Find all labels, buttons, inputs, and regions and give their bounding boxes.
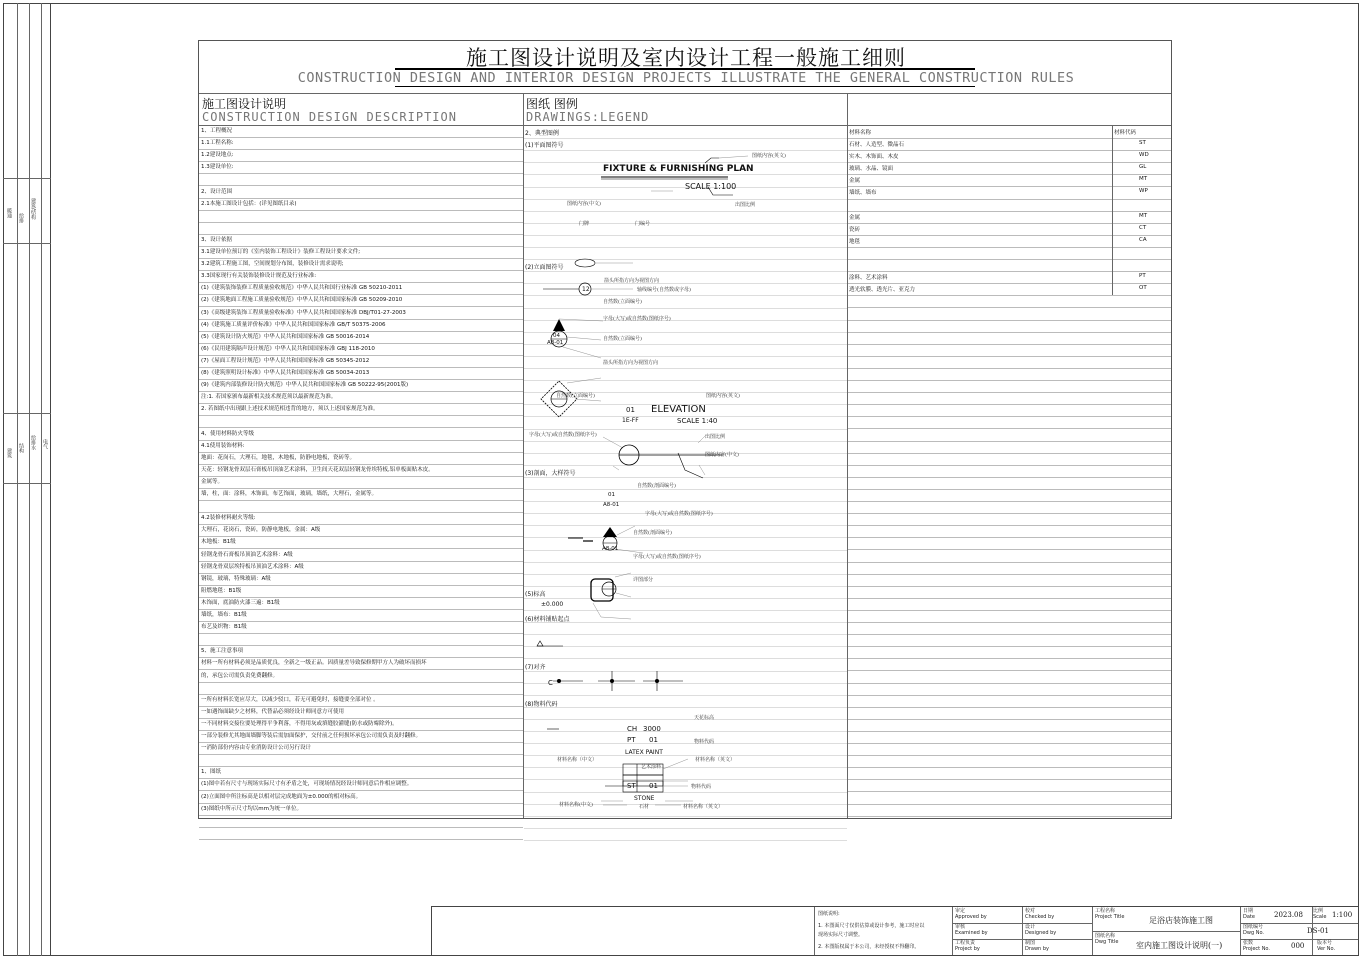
- strip-line: [3, 483, 51, 484]
- tb-divider: [1240, 907, 1241, 955]
- description-row: 天花：轻钢龙骨双层石膏板吊顶油艺术涂料，卫生间天花双层轻钢龙骨埃特板,铝单板面贴木皮。: [199, 465, 523, 477]
- legend-mat-value: 01: [649, 736, 658, 744]
- material-row-line: [848, 622, 1171, 623]
- material-row-line: [848, 138, 1171, 139]
- header-divider: [199, 93, 1171, 94]
- material-row-line: [848, 525, 1171, 526]
- material-name: 金属: [849, 214, 861, 221]
- material-row-line: [848, 549, 1171, 550]
- description-row: 一如遇饰面缺少之材料，代替品必须经设计师同意方可使用: [199, 707, 523, 719]
- legend-heading: (6)材料铺贴起点: [525, 616, 570, 623]
- description-row: 4.1使用装饰材料:: [199, 441, 523, 453]
- material-header-code: 材料代码: [1114, 130, 1137, 136]
- description-row: [199, 683, 523, 695]
- material-row-line: [848, 380, 1171, 381]
- description-row: 大理石，花岗石，瓷砖，防静电地板，金属：A级: [199, 525, 523, 537]
- description-row: [199, 755, 523, 767]
- material-column-divider: [1112, 125, 1113, 295]
- material-row-line: [848, 259, 1171, 260]
- description-row: 轻钢龙骨石膏板吊顶油艺术涂料：A级: [199, 550, 523, 562]
- description-row: 布艺及织物：B1级: [199, 622, 523, 634]
- legend-graphics-lower: [523, 771, 847, 817]
- description-row: 4、使用材料防火等级: [199, 429, 523, 441]
- legend-note: 图纸内容(中文): [705, 452, 739, 458]
- main-frame: [198, 40, 1172, 819]
- description-row: [199, 828, 523, 840]
- tb-note: 现场实际尺寸调整。: [818, 932, 864, 938]
- legend-elevation-scale: SCALE 1:40: [677, 417, 718, 425]
- material-name: 涂料、艺术涂料: [849, 275, 888, 282]
- legend-elevation-num: 01: [626, 406, 635, 414]
- description-row: [199, 501, 523, 513]
- material-row-line: [848, 416, 1171, 417]
- column-divider: [847, 93, 848, 818]
- legend-align-symbol: C: [548, 679, 553, 687]
- description-row: [199, 211, 523, 223]
- legend-heading: 2、典型图例: [525, 130, 559, 137]
- legend-graphics: [523, 125, 847, 817]
- description-row: 一所有材料长宽应尽大，以减少驳口，若无可避免时，接缝要全部对位 。: [199, 695, 523, 707]
- legend-note: 轴线编号(自然数或字母): [637, 287, 691, 293]
- description-row: [199, 416, 523, 428]
- strip-label: 建筑: [6, 448, 12, 458]
- tb-label: Checked by: [1025, 914, 1055, 920]
- legend-mat-code: ST: [627, 782, 636, 790]
- material-row-line: [848, 767, 1171, 768]
- strip-line: [3, 178, 51, 179]
- description-row: [199, 816, 523, 828]
- tb-sheet-count: 000: [1291, 942, 1305, 950]
- tb-label: Designed by: [1025, 930, 1057, 936]
- strip-label: 建筑/结构: [30, 198, 36, 220]
- description-row: 地面：花岗石，大理石，地毯，木地板，防静电地板，瓷砖等。: [199, 453, 523, 465]
- legend-note: 材料名称（英文）: [683, 804, 724, 810]
- material-row-line: [848, 658, 1171, 659]
- material-row-line: [848, 537, 1171, 538]
- material-row-line: [848, 670, 1171, 671]
- legend-elevation-ref: 1E-FF: [622, 417, 639, 424]
- legend-section-num: 01: [608, 492, 615, 498]
- tb-label: Examined by: [955, 930, 988, 936]
- legend-mat-code: CH: [627, 725, 638, 733]
- description-row: 一消防部份内容由专业消防设计公司另行设计: [199, 743, 523, 755]
- material-row-line: [848, 695, 1171, 696]
- legend-section-ref: A8-01: [603, 502, 620, 508]
- legend-note: 材料名称(中文): [559, 802, 593, 808]
- tb-label: 比例: [1313, 908, 1324, 914]
- legend-mat-latex: LATEX PAINT: [625, 749, 663, 756]
- tb-label: Dwg Title: [1095, 939, 1119, 945]
- strip-divider: [41, 3, 42, 956]
- material-row-line: [848, 501, 1171, 502]
- tb-label: Project by: [955, 946, 980, 952]
- tb-label: 审定: [955, 908, 966, 914]
- material-row-line: [848, 211, 1171, 212]
- tb-label: Scale: [1313, 914, 1327, 920]
- strip-label: 给排水: [30, 435, 36, 450]
- tb-label: 张数: [1243, 940, 1254, 946]
- tb-label: 版本号: [1317, 940, 1333, 946]
- material-row-line: [848, 634, 1171, 635]
- tb-label: Dwg No.: [1243, 930, 1265, 936]
- description-row: 墙，柱，面：涂料，木饰面，布艺饰面，玻璃，墙纸，大理石，金属等。: [199, 489, 523, 501]
- legend-note: 材料名称（中文）: [557, 757, 598, 763]
- legend-heading: (7)对齐: [525, 664, 546, 671]
- legend-level-value: ±0.000: [541, 601, 564, 608]
- section-subtitle: DRAWINGS:LEGEND: [526, 110, 650, 124]
- tb-label: 审核: [955, 924, 966, 930]
- tb-date: 2023.08: [1274, 911, 1303, 919]
- title-block: [431, 906, 1359, 956]
- description-row: (7)《屋面工程设计规范》中华人民共和国国家标准 GB 50345-2012: [199, 356, 523, 368]
- material-row-line: [848, 392, 1171, 393]
- material-name: 金属: [849, 178, 861, 185]
- tb-label: Ver No.: [1317, 946, 1336, 952]
- description-row: 阻燃地毯：B1级: [199, 586, 523, 598]
- material-row-line: [848, 646, 1171, 647]
- left-discipline-strip: [3, 3, 51, 956]
- material-row-line: [848, 489, 1171, 490]
- tb-label: 图纸编号: [1243, 924, 1264, 930]
- material-row-line: [848, 428, 1171, 429]
- tb-line: [952, 923, 1092, 924]
- legend-mat-value: 01: [649, 782, 658, 790]
- description-row: 木饰面，底油防火漆三遍：B1级: [199, 598, 523, 610]
- tb-label: 日期: [1243, 908, 1254, 914]
- material-row-line: [848, 174, 1171, 175]
- tb-line: [1240, 939, 1358, 940]
- tb-label: Date: [1243, 914, 1255, 920]
- page-subtitle: CONSTRUCTION DESIGN AND INTERIOR DESIGN PROJECTS ILLUSTRATE THE GENERAL CONSTRUCTION RULES: [297, 70, 1075, 86]
- description-row: (9)《建筑内部装修设计防火规范》中华人民共和国国家标准 GB 50222-95(2001版): [199, 380, 523, 392]
- strip-divider: [17, 3, 18, 956]
- strip-label: 电气: [42, 439, 48, 449]
- tb-label: Project Title: [1095, 914, 1125, 920]
- material-row-line: [848, 719, 1171, 720]
- description-row: 1.1工程名称:: [199, 138, 523, 150]
- legend-row-line: [524, 828, 847, 829]
- description-row: (3)《高级建筑装饰工程质量验收标准》中华人民共和国国家标准 DBJ/T01-27-2003: [199, 308, 523, 320]
- material-row-line: [848, 441, 1171, 442]
- description-row: 4.2装修材料耐火等级:: [199, 513, 523, 525]
- legend-note: 自然数(立面编号): [603, 336, 642, 342]
- description-row: 注:1. 若国家颁布最新相关技术规范须以最新规范为准。: [199, 392, 523, 404]
- legend-note: 箭头所指方向为视图方向: [604, 278, 660, 284]
- description-row: 1.2建设地点:: [199, 150, 523, 162]
- legend-note: 字母(大写)或自然数(图纸序号): [529, 432, 597, 438]
- material-row-line: [848, 368, 1171, 369]
- tb-label: 制图: [1025, 940, 1036, 946]
- material-code: MT: [1139, 176, 1148, 183]
- description-row: 3、设计依据: [199, 235, 523, 247]
- legend-mat-code: PT: [627, 736, 636, 744]
- description-row: 一不同材料交接位要处理得平争利落，不得用灰或填缝胶灌缝(防水或防霉除外)。: [199, 719, 523, 731]
- legend-plan-scale: SCALE 1:100: [685, 182, 737, 191]
- legend-heading: (3)剖面，大样符号: [525, 470, 576, 477]
- tb-notes-title: 图纸说明:: [818, 911, 840, 917]
- description-row: 2、设计范围: [199, 187, 523, 199]
- description-row: [199, 634, 523, 646]
- material-row-line: [848, 477, 1171, 478]
- legend-note: 门编号: [635, 221, 651, 227]
- tb-note: 2. 本图版权属于本公司，未经授权不得翻印。: [818, 944, 920, 950]
- description-row: (6)《民用建筑隔声设计规范》中华人民共和国国家标准 GBJ 118-2010: [199, 344, 523, 356]
- tb-divider: [1022, 907, 1023, 955]
- description-row: 钢镜，玻璃，特殊玻璃：A级: [199, 574, 523, 586]
- material-code: OT: [1139, 285, 1147, 292]
- legend-elev-num: 04: [553, 333, 560, 339]
- legend-note: 图纸内容(中文): [567, 201, 601, 207]
- tb-project-name: 足浴店装饰施工图: [1149, 916, 1213, 925]
- legend-mat-stone: STONE: [634, 795, 655, 802]
- material-row-line: [848, 755, 1171, 756]
- material-header-name: 材料名称: [849, 130, 872, 136]
- material-code: GL: [1139, 164, 1147, 171]
- tb-divider: [952, 907, 953, 955]
- material-row-line: [848, 283, 1171, 284]
- material-row-line: [848, 683, 1171, 684]
- strip-label: 结构: [18, 443, 24, 453]
- material-row-line: [848, 562, 1171, 563]
- material-row-line: [848, 356, 1171, 357]
- legend-note: 材料名称（英文）: [695, 757, 736, 763]
- legend-plan-title: FIXTURE & FURNISHING PLAN: [603, 164, 754, 174]
- legend-heading: (8)物料代码: [525, 701, 558, 708]
- material-code: ST: [1139, 140, 1146, 146]
- tb-label: 工程名称: [1095, 908, 1116, 914]
- description-row: [199, 174, 523, 186]
- material-row-line: [848, 295, 1171, 296]
- page-title: 施工图设计说明及室内设计工程一般施工细则: [466, 46, 906, 70]
- material-row-line: [848, 223, 1171, 224]
- legend-heading: (1)平面图符号: [525, 142, 564, 149]
- legend-note: 艺术涂料: [641, 764, 662, 770]
- description-row: 1.3建设单位:: [199, 162, 523, 174]
- material-code: MT: [1139, 212, 1148, 219]
- legend-axis-number: 12: [582, 286, 590, 293]
- legend-note: 字母(大写)或自然数(图纸序号): [603, 316, 671, 322]
- legend-note: 自然数(立面编号): [603, 299, 642, 305]
- material-name: 透光软膜、透光片、亚克力: [849, 287, 916, 294]
- section-title: 图纸 图例: [526, 97, 578, 111]
- material-row-line: [848, 404, 1171, 405]
- description-row: (8)《建筑照明设计标准》中华人民共和国国家标准 GB 50034-2013: [199, 368, 523, 380]
- strip-divider: [29, 3, 30, 956]
- material-code: PT: [1139, 273, 1146, 280]
- strip-label: 暖通: [6, 208, 12, 218]
- legend-heading: (2)立面图符号: [525, 264, 564, 271]
- legend-note: 箭头所指方向为视图方向: [603, 360, 659, 366]
- material-row-line: [848, 162, 1171, 163]
- material-row-line: [848, 150, 1171, 151]
- tb-note: 1. 本图面尺寸仅供估算或设计参考，施工时应以: [818, 923, 925, 929]
- tb-label: 图纸名称: [1095, 933, 1116, 939]
- section-title: 施工图设计说明: [202, 97, 287, 111]
- material-name: 实木、木饰面、木皮: [849, 154, 899, 161]
- legend-note: 物料代码: [691, 784, 712, 790]
- description-row: (2)立面图中所注标高是以相对层完成地面为±0.000的相对标高。: [199, 792, 523, 804]
- material-code: CT: [1139, 224, 1147, 231]
- material-code: CA: [1139, 236, 1147, 243]
- material-row-line: [848, 186, 1171, 187]
- strip-label: 给排: [18, 213, 24, 223]
- description-row: 3.1建设单位预订的《室内装饰工程设计》装修工程设计要求文件;: [199, 247, 523, 259]
- description-row: 2. 若图纸中出现跟上述技术规范相违背的地方，须以上述国家规范为准。: [199, 404, 523, 416]
- legend-mat-value: 3000: [643, 725, 661, 733]
- description-row: 3.3国家现行有关装饰装修设计规范及行业标准:: [199, 271, 523, 283]
- description-row: [199, 223, 523, 235]
- tb-label: Approved by: [955, 914, 987, 920]
- description-row: 一部分装修尤其地面墙脚等装后需加面保护，交付前之任何损坏承包公司需负责及时翻修。: [199, 731, 523, 743]
- material-row-line: [848, 707, 1171, 708]
- description-row: 3.2建筑工程施工图，空间规划分布图，装修设计需求说明;: [199, 259, 523, 271]
- material-code: WD: [1139, 152, 1149, 159]
- description-row: 5、施工注意事项: [199, 646, 523, 658]
- tb-drawing-name: 室内施工图设计说明(一): [1136, 941, 1223, 950]
- material-row-line: [848, 598, 1171, 599]
- description-row: 2.1本施工图设计包括：(详见图纸目录): [199, 199, 523, 211]
- legend-note: 物料代码: [694, 739, 715, 745]
- description-row: (3)图纸中所示尺寸均以mm为统一单位。: [199, 804, 523, 816]
- material-row-line: [848, 779, 1171, 780]
- material-row-line: [848, 307, 1171, 308]
- tb-scale: 1:100: [1332, 911, 1353, 919]
- material-row-line: [848, 513, 1171, 514]
- legend-note: 自然数(剖面编号): [633, 530, 672, 536]
- material-row-line: [848, 247, 1171, 248]
- description-row: 材料一所有材料必须是品质优良，全新之一级正品。因质量差导致保修期甲方人为破坏而损坏: [199, 658, 523, 670]
- description-row: 1、工程概况: [199, 126, 523, 138]
- description-row: (4)《建筑施工质量评价标准》中华人民共和国国家标准 GB/T 50375-2006: [199, 320, 523, 332]
- description-row: 木地板：B1级: [199, 537, 523, 549]
- tb-label: Drawn by: [1025, 946, 1049, 952]
- material-row-line: [848, 271, 1171, 272]
- legend-note: 出图比例: [705, 434, 726, 440]
- tb-divider: [814, 907, 815, 955]
- material-row-line: [848, 320, 1171, 321]
- material-row-line: [848, 199, 1171, 200]
- material-row-line: [848, 804, 1171, 805]
- material-name: 瓷砖: [849, 226, 861, 233]
- legend-note: 天花标高: [694, 715, 715, 721]
- material-row-line: [848, 731, 1171, 732]
- description-row: 1、图纸: [199, 767, 523, 779]
- legend-note: 字母(大写)或自然数(图纸序号): [645, 511, 713, 517]
- description-row: 的，承包公司需负责免费翻修。: [199, 671, 523, 683]
- description-row: (1)图中若有尺寸与现场实际尺寸有矛盾之处，可现场情况经设计师同意后作相应调整。: [199, 779, 523, 791]
- legend-row-line: [524, 840, 847, 841]
- legend-note: 出图比例: [735, 202, 756, 208]
- material-row-line: [848, 332, 1171, 333]
- material-row-line: [848, 743, 1171, 744]
- material-row-line: [848, 453, 1171, 454]
- tb-label: 设计: [1025, 924, 1036, 930]
- legend-note: 详图部分: [633, 577, 654, 583]
- material-row-line: [848, 586, 1171, 587]
- material-row-line: [848, 235, 1171, 236]
- legend-elevation-title: ELEVATION: [651, 404, 706, 415]
- description-row: 轻钢龙骨双层埃特板吊顶油艺术涂料：A级: [199, 562, 523, 574]
- tb-label: Project No.: [1243, 946, 1270, 952]
- title-underline: [395, 86, 975, 87]
- material-row-line: [848, 610, 1171, 611]
- material-row-line: [848, 465, 1171, 466]
- tb-label: 工程负责: [955, 940, 976, 946]
- tb-label: 校对: [1025, 908, 1036, 914]
- description-row: 金属等。: [199, 477, 523, 489]
- material-code: WP: [1139, 188, 1148, 195]
- legend-note: 自然数(剖面编号): [637, 483, 676, 489]
- legend-note: 字母(大写)或自然数(图纸序号): [633, 554, 701, 560]
- legend-note: 图纸内容(英文): [752, 153, 786, 159]
- legend-elev-ref: A8-01: [547, 340, 564, 346]
- material-name: 玻璃、水晶、镜面: [849, 166, 894, 173]
- legend-note: 图纸内容(英文): [706, 393, 740, 399]
- description-row: (5)《建筑设计防火规范》中华人民共和国国家标准 GB 50016-2014: [199, 332, 523, 344]
- legend-detail-ref: A8-01: [602, 546, 619, 552]
- strip-line: [3, 413, 51, 414]
- legend-heading: (5)标高: [525, 591, 546, 598]
- strip-line: [3, 243, 51, 244]
- description-row: (1)《建筑装饰装修工程质量验收规范》中华人民共和国行业标准 GB 50210-2011: [199, 283, 523, 295]
- material-name: 墙纸、墙布: [849, 190, 877, 197]
- description-row: (2)《建筑地面工程施工质量验收规范》中华人民共和国国家标准 GB 50209-2010: [199, 295, 523, 307]
- legend-note: 自然数(立面编号): [556, 393, 595, 399]
- material-row-line: [848, 791, 1171, 792]
- section-subtitle: CONSTRUCTION DESIGN DESCRIPTION: [202, 110, 457, 124]
- material-row-line: [848, 344, 1171, 345]
- material-row-line: [848, 816, 1171, 817]
- tb-line: [1092, 931, 1240, 932]
- legend-note: 石材: [639, 804, 650, 810]
- tb-dwg-no: DS-01: [1307, 927, 1329, 935]
- material-row-line: [848, 574, 1171, 575]
- material-name: 地毯: [849, 238, 861, 245]
- material-name: 石材、人造型、微晶石: [849, 142, 905, 148]
- legend-door-symbol: 门牌: [579, 221, 590, 227]
- description-row: 墙纸，墙布：B1级: [199, 610, 523, 622]
